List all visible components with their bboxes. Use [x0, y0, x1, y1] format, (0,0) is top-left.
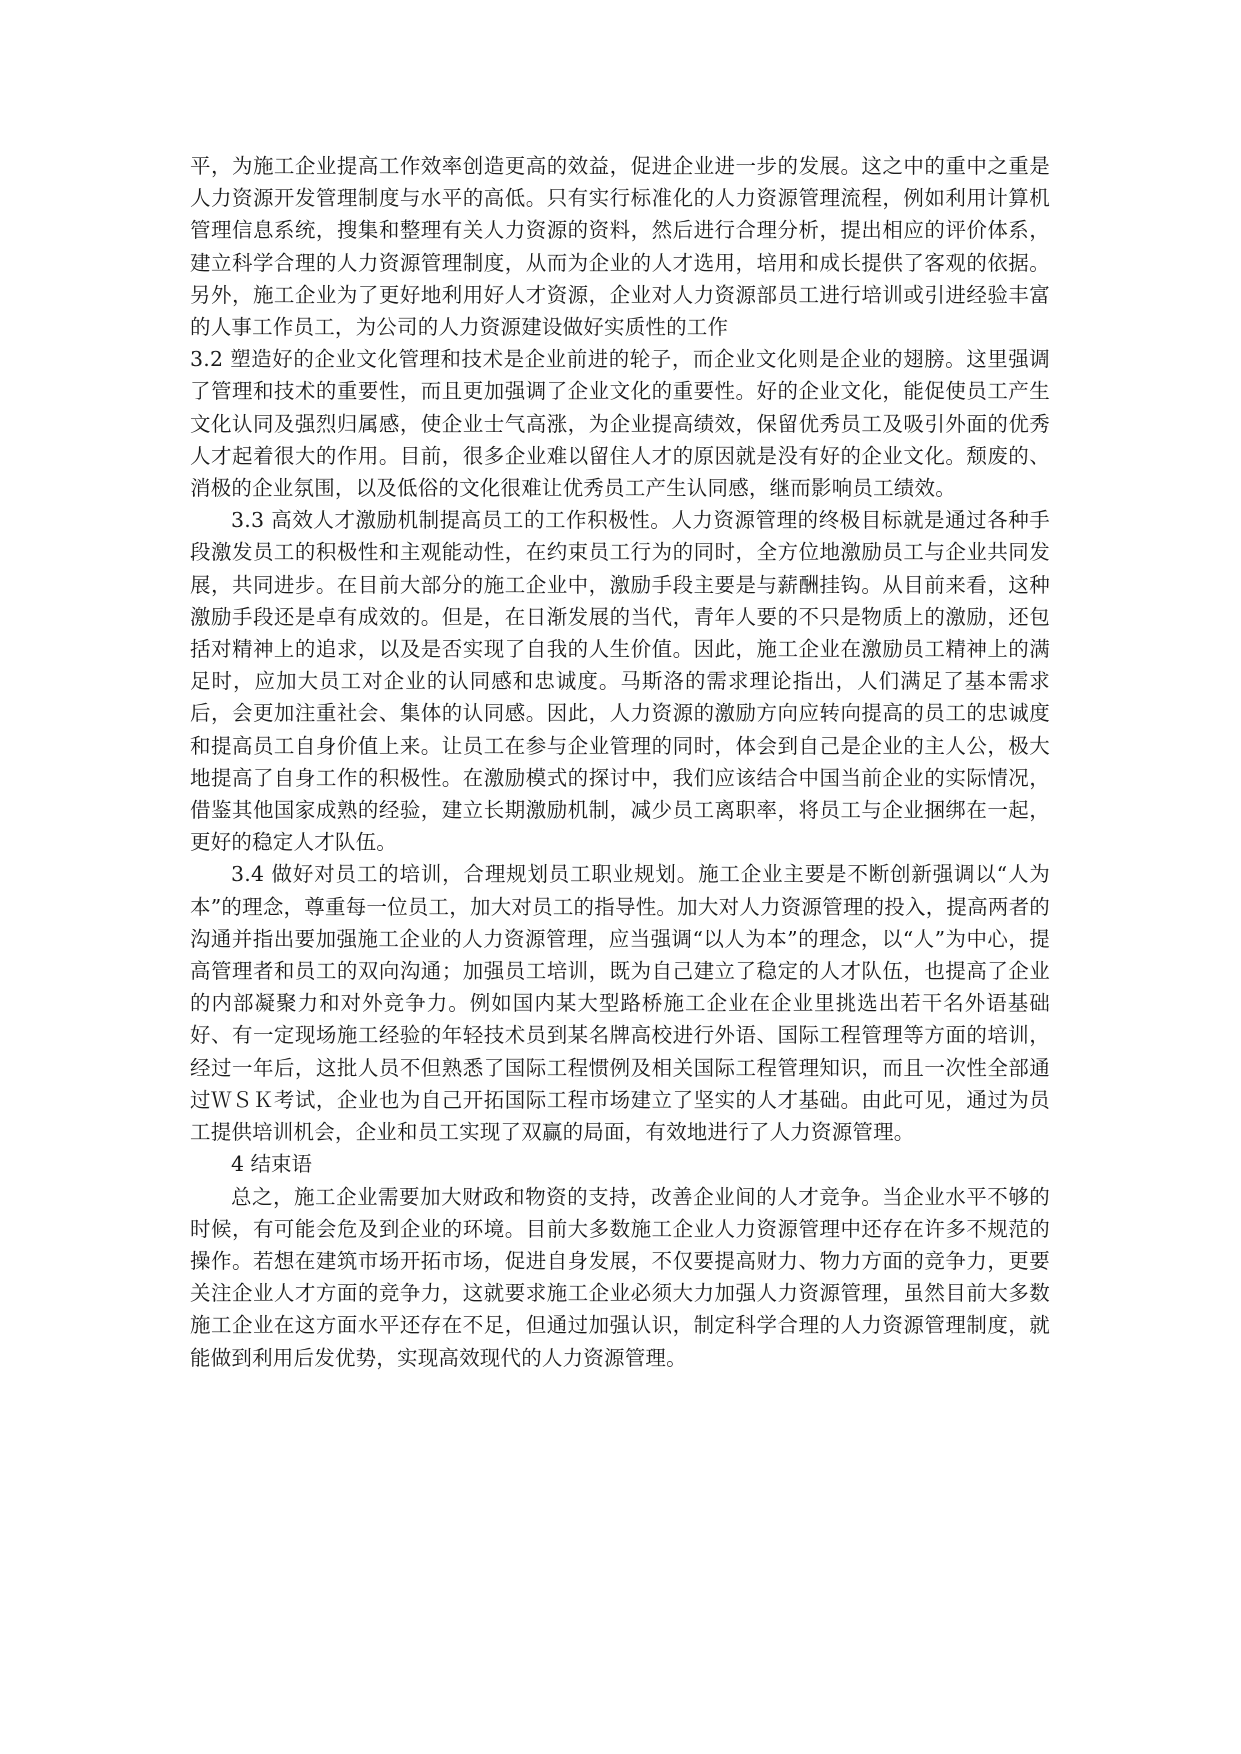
document-body [190, 150, 1050, 1374]
paragraph-hr-standardization: 平，为施工企业提高工作效率创造更高的效益，促进企业进一步的发展。这之中的重中之重是人力资源开发管理制度与水平的高低。只有实行标准化的人力资源管理流程，例如利用计算机管理信息系统，搜集和整理有关人力资源的资料，然后进行合理分析，提出相应的评价体系，建立科学合理的人力资源管理制度，从而为企业的人才选用，培用和成长提供了客观的依据。另外，施工企业为了更好地利用好人才资源，企业对人力资源部员工进行培训或引进经验丰富的人事工作员工，为公司的人力资源建设做好实质性的工作 [190, 154, 1050, 340]
paragraph-corporate-culture: 3.2 塑造好的企业文化管理和技术是企业前进的轮子，而企业文化则是企业的翅膀。这里强调了管理和技术的重要性，而且更加强调了企业文化的重要性。好的企业文化，能促使员工产生文化认同及强烈归属感，使企业士气高涨，为企业提高绩效，保留优秀员工及吸引外面的优秀人才起着很大的作用。目前，很多企业难以留住人才的原因就是没有好的企业文化。颓废的、消极的企业氛围，以及低俗的文化很难让优秀员工产生认同感，继而影响员工绩效。 [190, 347, 1050, 501]
paragraph-employee-training: 3.4 做好对员工的培训，合理规划员工职业规划。施工企业主要是不断创新强调以“人为本”的理念，尊重每一位员工，加大对员工的指导性。加大对人力资源管理的投入，提高两者的沟通并指出要加强施工企业的人力资源管理，应当强调“以人为本”的理念，以“人”为中心，提高管理者和员工的双向沟通；加强员工培训，既为自己建立了稳定的人才队伍，也提高了企业的内部凝聚力和对外竞争力。例如国内某大型路桥施工企业在企业里挑选出若干名外语基础好、有一定现场施工经验的年轻技术员到某名牌高校进行外语、国际工程管理等方面的培训，经过一年后，这批人员不但熟悉了国际工程惯例及相关国际工程管理知识，而且一次性全部通过ＷＳＫ考试，企业也为自己开拓国际工程市场建立了坚实的人才基础。由此可见，通过为员工提供培训机会，企业和员工实现了双赢的局面，有效地进行了人力资源管理。 [190, 862, 1050, 1145]
paragraph-incentive-mechanism: 3.3 高效人才激励机制提高员工的工作积极性。人力资源管理的终极目标就是通过各种手段激发员工的积极性和主观能动性，在约束员工行为的同时，全方位地激励员工与企业共同发展，共同进步。在目前大部分的施工企业中，激励手段主要是与薪酬挂钩。从目前来看，这种激励手段还是卓有成效的。但是，在日渐发展的当代，青年人要的不只是物质上的激励，还包括对精神上的追求，以及是否实现了自我的人生价值。因此，施工企业在激励员工精神上的满足时，应加大员工对企业的认同感和忠诚度。马斯洛的需求理论指出，人们满足了基本需求后，会更加注重社会、集体的认同感。因此，人力资源的激励方向应转向提高的员工的忠诚度和提高员工自身价值上来。让员工在参与企业管理的同时，体会到自己是企业的主人公，极大地提高了自身工作的积极性。在激励模式的探讨中，我们应该结合中国当前企业的实际情况，借鉴其他国家成熟的经验，建立长期激励机制，减少员工离职率，将员工与企业捆绑在一起，更好的稳定人才队伍。 [190, 508, 1050, 855]
section-heading-conclusion: 4 结束语 [231, 1152, 313, 1177]
paragraph-conclusion: 总之，施工企业需要加大财政和物资的支持，改善企业间的人才竞争。当企业水平不够的时候，有可能会危及到企业的环境。目前大多数施工企业人力资源管理中还存在许多不规范的操作。若想在建筑市场开拓市场，促进自身发展，不仅要提高财力、物力方面的竞争力，更要关注企业人才方面的竞争力，这就要求施工企业必须大力加强人力资源管理，虽然目前大多数施工企业在这方面水平还存在不足，但通过加强认识，制定科学合理的人力资源管理制度，就能做到利用后发优势，实现高效现代的人力资源管理。 [190, 1184, 1050, 1370]
